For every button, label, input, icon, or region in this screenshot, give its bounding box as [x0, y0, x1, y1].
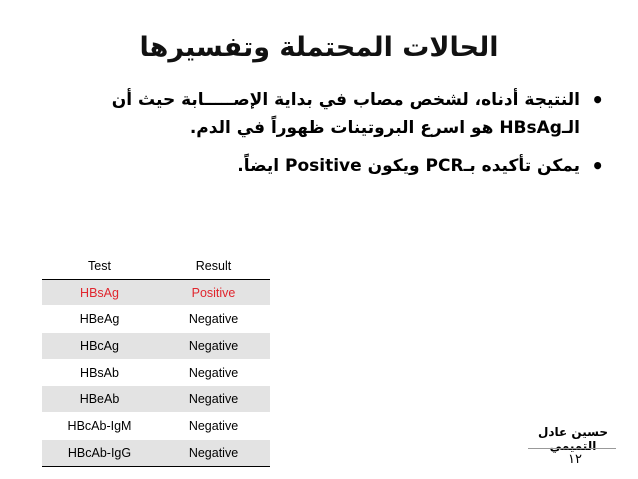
bullet-1-line-1: النتيجة أدناه، لشخص مصاب في بداية الإصـــــابة حيث أن [111, 90, 580, 110]
table-header-row [42, 253, 270, 279]
cell-test: HBcAb-IgM [42, 413, 157, 440]
table-row [42, 279, 270, 306]
header-test: Test [42, 253, 157, 279]
author-signature: حسين عادل التميمي [537, 425, 608, 453]
cell-result: Negative [157, 333, 270, 360]
slide-title: الحالات المحتملة وتفسيرها [139, 32, 499, 63]
bullet-item [36, 86, 604, 142]
cell-result: Negative [157, 386, 270, 413]
cell-result: Negative [157, 413, 270, 440]
table-row [42, 386, 270, 413]
table-row [42, 333, 270, 360]
bullet-2-line-1: يمكن تأكيده بـPCR ويكون Positive ايضاً. [237, 156, 580, 176]
cell-test: HBsAb [42, 359, 157, 386]
cell-test: HBeAb [42, 386, 157, 413]
cell-test: HBeAg [42, 306, 157, 333]
bullet-dot-icon: • [591, 88, 604, 112]
cell-result: Negative [157, 306, 270, 333]
table-row [42, 413, 270, 440]
cell-result: Negative [157, 439, 270, 466]
cell-result: Negative [157, 359, 270, 386]
bullet-item [36, 152, 604, 180]
results-table [42, 253, 270, 467]
page-number: ١٢ [568, 452, 582, 467]
cell-test: HBcAg [42, 333, 157, 360]
cell-result: Positive [157, 279, 270, 306]
bullet-dot-icon: • [591, 154, 604, 178]
signature-divider [528, 448, 616, 449]
table-row [42, 306, 270, 333]
cell-test: HBcAb-IgG [42, 439, 157, 466]
table-row [42, 359, 270, 386]
cell-test: HBsAg [42, 279, 157, 306]
bullet-1-line-2: الـHBsAg هو اسرع البروتينات ظهوراً في الدم. [189, 118, 580, 138]
header-result: Result [157, 253, 270, 279]
bullet-list [36, 86, 604, 190]
table-row [42, 439, 270, 466]
